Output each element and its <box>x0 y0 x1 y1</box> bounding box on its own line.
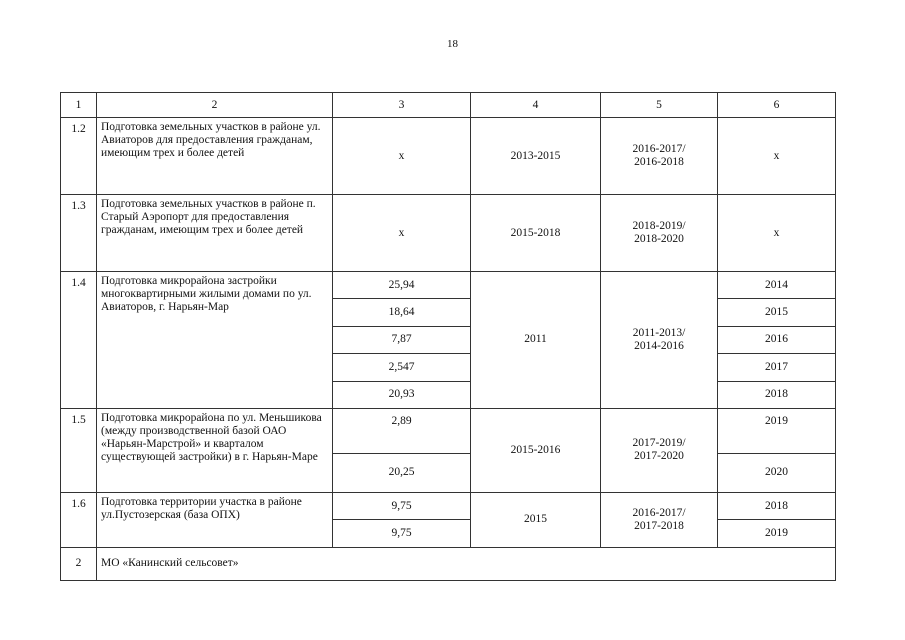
column-header: 6 <box>718 93 836 118</box>
row-description: Подготовка земельных участков в районе ул. Авиаторов для предоставления гражданам, имеющим трех и более детей <box>97 118 333 195</box>
value-cell: 9,75 <box>333 492 471 520</box>
row-cell: х <box>718 195 836 272</box>
year-cell: 2020 <box>718 453 836 492</box>
row-cell <box>601 272 718 409</box>
row-description: Подготовка микрорайона по ул. Меньшикова (между производственной базой ОАО «Нарьян-Марстрой» и кварталом существующей застройки) в г. Нарьян-Маре <box>97 408 333 492</box>
year-cell: 2018 <box>718 492 836 520</box>
table-row <box>61 195 836 272</box>
column-header: 4 <box>471 93 601 118</box>
cell-line: 2014-2016 <box>634 339 684 352</box>
row-cell: 2013-2015 <box>471 118 601 195</box>
value-cell: 20,93 <box>333 381 471 408</box>
year-cell: 2015 <box>718 299 836 326</box>
value-cell: 25,94 <box>333 272 471 299</box>
row-cell: х <box>333 118 471 195</box>
page-number: 18 <box>447 38 458 50</box>
value-cell: 2,547 <box>333 354 471 381</box>
cell-line: 2018-2019/ <box>632 220 686 232</box>
year-cell: 2019 <box>718 520 836 548</box>
row-description: Подготовка микрорайона застройки многоквартирными жилыми домами по ул. Авиаторов, г. Нарьян-Мар <box>97 272 333 409</box>
year-cell: 2018 <box>718 381 836 408</box>
column-header: 1 <box>61 93 97 118</box>
cell-line: 2017-2019/ <box>632 437 686 450</box>
row-cell: х <box>718 118 836 195</box>
table-row <box>61 547 836 580</box>
row-cell <box>601 195 718 272</box>
row-cell: 2015 <box>471 492 601 547</box>
row-description: Подготовка земельных участков в районе п. Старый Аэропорт для предоставления гражданам, имеющим трех и более детей <box>97 195 333 272</box>
row-number: 1.6 <box>61 492 97 547</box>
row-number: 1.2 <box>61 118 97 195</box>
cell-line: 2016-2017/ <box>632 506 686 519</box>
value-cell: 9,75 <box>333 520 471 548</box>
table-row <box>61 408 836 453</box>
column-header: 5 <box>601 93 718 118</box>
row-number: 2 <box>61 547 97 580</box>
row-number: 1.3 <box>61 195 97 272</box>
row-cell <box>601 408 718 492</box>
year-cell: 2019 <box>718 408 836 453</box>
value-cell: 7,87 <box>333 326 471 353</box>
row-cell: х <box>333 195 471 272</box>
table-row <box>61 118 836 195</box>
cell-line: 2016-2018 <box>634 156 684 168</box>
value-cell: 2,89 <box>333 408 471 453</box>
row-cell <box>601 492 718 547</box>
row-cell <box>601 118 718 195</box>
value-cell: 18,64 <box>333 299 471 326</box>
row-cell: 2015-2018 <box>471 195 601 272</box>
row-description: Подготовка территории участка в районе ул.Пустозерская (база ОПХ) <box>97 492 333 547</box>
year-cell: 2016 <box>718 326 836 353</box>
table-row <box>61 492 836 520</box>
column-header: 3 <box>333 93 471 118</box>
value-cell: 20,25 <box>333 453 471 492</box>
row-cell: 2011 <box>471 272 601 409</box>
section-title: МО «Канинский сельсовет» <box>97 547 836 580</box>
cell-line: 2011-2013/ <box>632 326 686 339</box>
table-header-row <box>61 93 836 118</box>
row-number: 1.5 <box>61 408 97 492</box>
cell-line: 2017-2018 <box>634 519 684 532</box>
table-row <box>61 272 836 299</box>
data-table <box>60 92 836 581</box>
year-cell: 2014 <box>718 272 836 299</box>
year-cell: 2017 <box>718 354 836 381</box>
cell-line: 2018-2020 <box>634 233 684 245</box>
column-header: 2 <box>97 93 333 118</box>
cell-line: 2016-2017/ <box>632 143 686 155</box>
row-number: 1.4 <box>61 272 97 409</box>
row-cell: 2015-2016 <box>471 408 601 492</box>
cell-line: 2017-2020 <box>634 450 684 463</box>
